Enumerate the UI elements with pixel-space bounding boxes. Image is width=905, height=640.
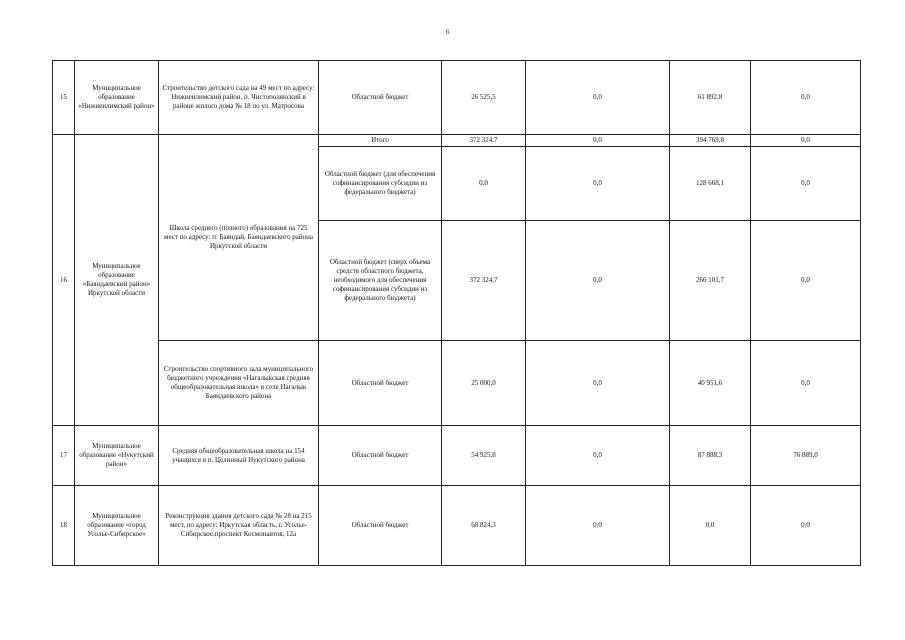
value-cell: 0,0 (751, 147, 861, 221)
funding-table (52, 60, 861, 566)
value-cell: 26 525,5 (442, 61, 526, 135)
object-cell: Школа среднего (полного) образования на 725 мест по адресу: п. Баяндай, Баяндаевского района Иркутской области (159, 135, 319, 341)
value-cell: 0,0 (442, 147, 526, 221)
value-cell: 25 000,0 (442, 341, 526, 426)
municipality-cell: Муниципальное образование «Баяндаевский район» Иркутской области (75, 135, 159, 426)
value-cell: 0,0 (751, 341, 861, 426)
funding-source-cell: Областной бюджет (для обеспечения софинансирования субсидии из федерального бюджета) (319, 147, 442, 221)
value-cell: 0,0 (526, 147, 670, 221)
funding-source-cell: Областной бюджет (319, 341, 442, 426)
page-number: 6 (446, 28, 450, 36)
total-label-cell: Итого (319, 135, 442, 147)
funding-source-cell: Областной бюджет (319, 486, 442, 566)
value-cell: 394 769,8 (670, 135, 751, 147)
table-row (53, 341, 861, 426)
value-cell: 0,0 (526, 61, 670, 135)
value-cell: 0,0 (751, 135, 861, 147)
value-cell: 0,0 (751, 221, 861, 341)
funding-source-cell: Областной бюджет (319, 426, 442, 486)
row-number: 16 (53, 135, 75, 426)
value-cell: 266 101,7 (670, 221, 751, 341)
value-cell: 87 888,3 (670, 426, 751, 486)
value-cell: 0,0 (526, 486, 670, 566)
object-cell: Строительство детского сада на 49 мест по адресу: Нижнеилимский район, п. Чистополянский в районе жилого дома № 18 по ул. Матросова (159, 61, 319, 135)
value-cell: 76 889,0 (751, 426, 861, 486)
object-cell: Строительство спортивного зала муниципального бюджетного учреждения «Нагалыкская средняя общеобразовательная школа» в селе Нагалык Баяндаевского района (159, 341, 319, 426)
object-cell: Реконструкция здания детского сада № 28 на 215 мест, по адресу: Иркутская область, г. Усолье-Сибирское,проспект Космонавтов, 12а (159, 486, 319, 566)
funding-source-cell: Областной бюджет (319, 61, 442, 135)
table-row (53, 135, 861, 147)
table-row (53, 486, 861, 566)
value-cell: 372 324,7 (442, 135, 526, 147)
value-cell: 54 925,8 (442, 426, 526, 486)
table-row (53, 61, 861, 135)
municipality-cell: Муниципальное образование «Нукутский район» (75, 426, 159, 486)
row-number: 18 (53, 486, 75, 566)
funding-source-cell: Областной бюджет (сверх объема средств областного бюджета, необходимого для обеспечения софинансирования субсидии из федерального бюджета) (319, 221, 442, 341)
value-cell: 0,0 (751, 486, 861, 566)
municipality-cell: Муниципальное образование «город Усолье-Сибирское» (75, 486, 159, 566)
table-row (53, 426, 861, 486)
value-cell: 0,0 (526, 426, 670, 486)
value-cell: 68 824,3 (442, 486, 526, 566)
value-cell: 0,0 (526, 341, 670, 426)
value-cell: 0,0 (526, 135, 670, 147)
value-cell: 0,0 (670, 486, 751, 566)
value-cell: 61 892,8 (670, 61, 751, 135)
value-cell: 0,0 (751, 61, 861, 135)
row-number: 15 (53, 61, 75, 135)
object-cell: Средняя общеобразовательная школа на 154 учащихся в п. Целинный Нукутского района (159, 426, 319, 486)
municipality-cell: Муниципальное образование «Нижнеилимский район» (75, 61, 159, 135)
value-cell: 40 951,6 (670, 341, 751, 426)
row-number: 17 (53, 426, 75, 486)
value-cell: 372 324,7 (442, 221, 526, 341)
value-cell: 128 668,1 (670, 147, 751, 221)
value-cell: 0,0 (526, 221, 670, 341)
